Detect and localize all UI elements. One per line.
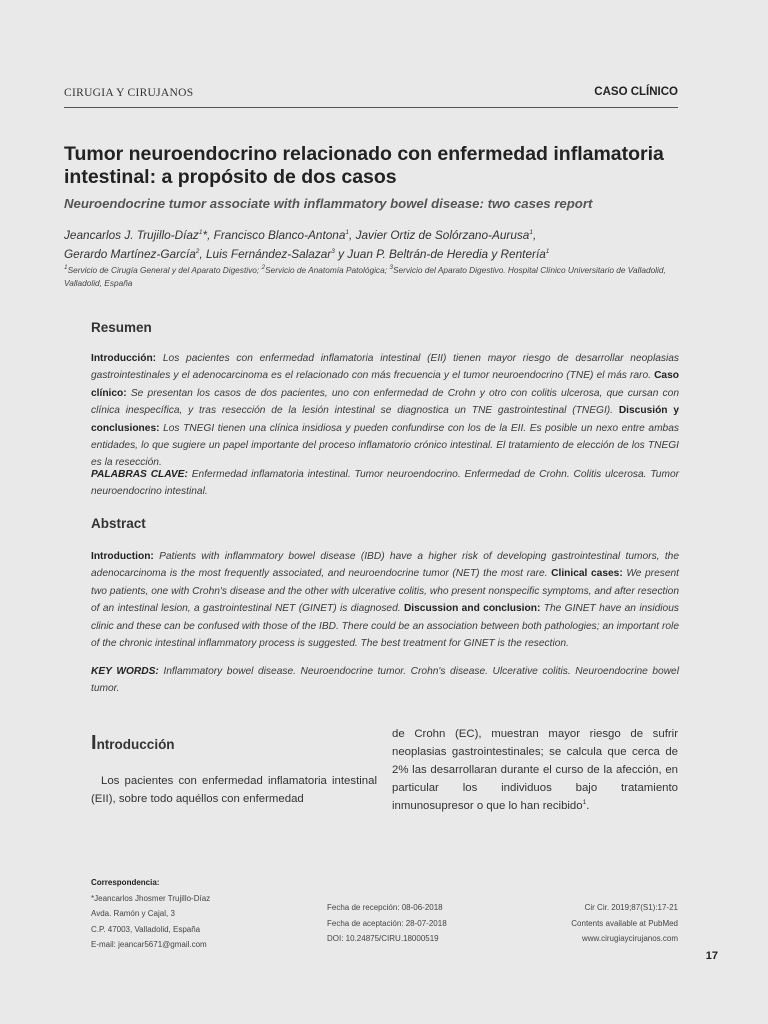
doi: DOI: 10.24875/CIRU.18000519 [327,934,439,943]
palabras-clave: PALABRAS CLAVE: Enfermedad inflamatoria intestinal. Tumor neuroendocrino. Enfermedad de Crohn. Colitis ulcerosa. Tumor neuroendocrino intestinal. [91,469,679,498]
citation: Cir Cir. 2019;87(S1):17-21 [584,903,678,912]
section-label: CASO CLÍNICO [594,86,678,98]
correspondence-city: C.P. 47003, Valladolid, España [91,924,201,934]
correspondence-name: *Jeancarlos Jhosmer Trujillo-Díaz [91,893,211,903]
abstract-heading: Abstract [91,516,146,531]
author-name: y Juan P. Beltrán-de Heredia y Rentería [334,247,546,261]
running-header [64,86,678,108]
resumen-paragraph: Introducción: Los pacientes con enfermedad inflamatoria intestinal (EII) tienen mayor riesgo de desarrollar neoplasias gastrointestinales y el adenocarcinoma es el relacionado con más frecuencia y el tumor neuroendocrino (TNE) el más raro. Caso clínico: Se presentan los casos de dos pacientes, uno con enfermedad de Crohn y otro con colitis ulcerosa, que cursan con clínica inespecífica, y tras resección de la lesión intestinal se diagnostica un TNE gastrointestinal (TNEGI). Discusión y conclusiones: Los TNEGI tienen una clínica insidiosa y pueden confundirse con los de la EII. Es posible un nexo entre ambas entidades, lo que sugiere un papel importante del proceso inflamatorio crónico intestinal. El tratamiento de elección de los TNEGI es la resección. [91,353,679,469]
accepted-date: Fecha de aceptación: 28-07-2018 [327,918,447,928]
key-words: KEY WORDS: Inflammatory bowel disease. Neuroendocrine tumor. Crohn's disease. Ulcerative colitis. Neuroendocrine bowel tumor. [91,666,679,695]
pubmed-note: Contents available at PubMed [571,918,678,928]
citation-block [571,900,678,947]
dates-block [327,900,447,947]
author-name: Jeancarlos J. Trujillo-Díaz [64,228,199,242]
author-list: Jeancarlos J. Trujillo-Díaz$^1$*, Francisco Blanco-Antona$^1$, Javier Ortiz de Solórzano-Aurusa$^1$, Gerardo Martínez-García$^2$, Luis Fernández-Salazar$^3$ y Juan P. Beltrán-de Heredia y Rentería$^1$ [64,228,550,261]
affiliations: $^1$Servicio de Cirugía General y del Aparato Digestivo; $^2$Servicio de Anatomía Patológica; $^3$Servicio del Aparato Digestivo. Hospital Clínico Universitario de Valladolid, Valladolid, España [64,264,666,288]
resumen-heading: Resumen [91,320,152,335]
journal-url: www.cirugiaycirujanos.com [581,934,678,943]
correspondence-email: E-mail: jeancar5671@gmail.com [91,940,207,949]
intro-column-right: de Crohn (EC), muestran mayor riesgo de sufrir neoplasias gastrointestinales; se calcula que cerca de 2% las desarrollaran durante el curso de la afección, en particular los individuos bajo tratamiento inmunosupresor o que lo han recibido$^1$. [392,728,678,812]
article-subtitle: Neuroendocrine tumor associate with inflammatory bowel disease: two cases report [64,196,593,211]
author-name: , Luis Fernández-Salazar [199,247,332,261]
journal-name: CIRUGIA Y CIRUJANOS [64,87,194,99]
abstract-paragraph: Introduction: Patients with inflammatory bowel disease (IBD) have a higher risk of developing gastrointestinal tumors, the adenocarcinoma is the most frequently associated, and neuroendocrine tumor (NET) the most rare. Clinical cases: We present two patients, one with Crohn's disease and the other with ulcerative colitis, who present nonspecific symptoms, and after resection of an intestinal lesion, a gastrointestinal NET (GINET) is diagnosed. Discussion and conclusion: The GINET have an insidious clinic and these can be confused with those of the IBD. There could be an association between both pathologies; an important role of the chronic intestinal inflammatory process is suggested. The best treatment for GINET is the resection. [91,551,679,650]
author-name: , Javier Ortiz de Solórzano-Aurusa [349,228,530,242]
intro-column-left: Los pacientes con enfermedad inflamatoria intestinal (EII), sobre todo aquéllos con enfermedad [91,775,377,805]
author-name: , Francisco Blanco-Antona [207,228,346,242]
page-number: 17 [705,950,718,962]
correspondence-block [91,875,210,953]
correspondence-label: Correspondencia: [91,878,160,887]
received-date: Fecha de recepción: 08-06-2018 [327,903,443,912]
introduction-heading: Introducción [91,732,175,754]
correspondence-address: Avda. Ramón y Cajal, 3 [91,909,175,918]
author-name: Gerardo Martínez-García [64,247,196,261]
article-title: Tumor neuroendocrino relacionado con enfermedad inflamatoria intestinal: a propósito de dos casos [64,143,664,188]
